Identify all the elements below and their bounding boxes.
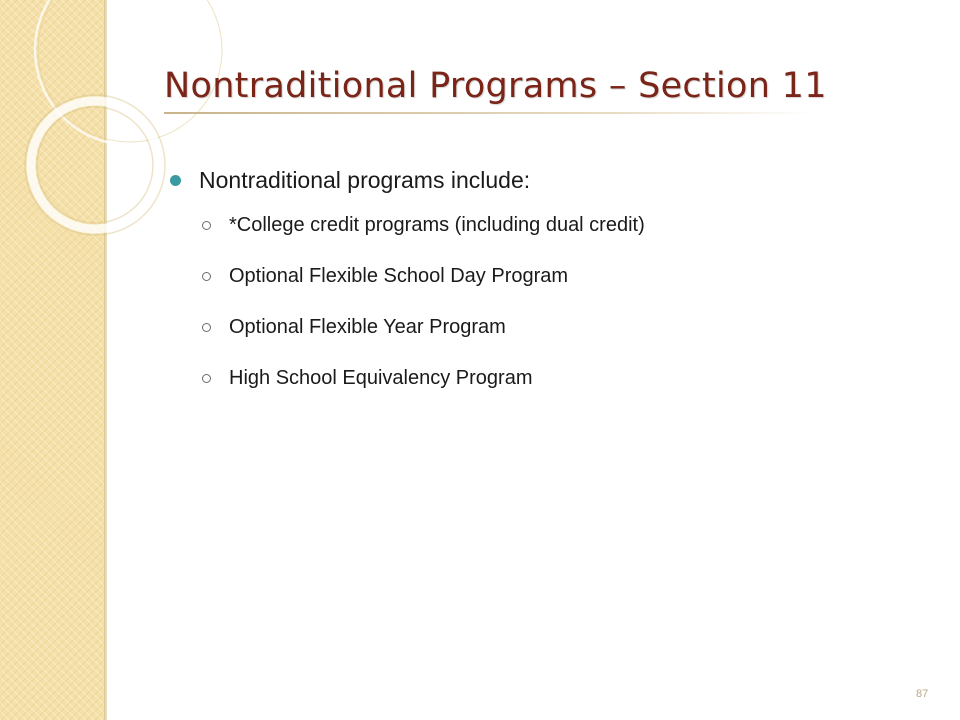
sub-bullet-ring-icon	[202, 374, 211, 383]
sub-bullet-item	[170, 353, 910, 404]
sub-bullet-item	[170, 302, 910, 353]
bullet-item	[170, 160, 910, 200]
slide-title: Nontraditional Programs – Section 11	[164, 66, 827, 106]
sub-bullet-text: *College credit programs (including dual credit)	[229, 214, 645, 236]
sub-bullet-ring-icon	[202, 272, 211, 281]
title-underline	[164, 112, 814, 114]
sub-bullet-item	[170, 200, 910, 251]
sub-bullet-text: Optional Flexible School Day Program	[229, 265, 569, 287]
sub-bullet-ring-icon	[202, 323, 211, 332]
bullet-dot-icon	[170, 175, 181, 186]
title-area	[164, 66, 904, 114]
sub-bullet-text: Optional Flexible Year Program	[229, 316, 506, 338]
bullet-text: Nontraditional programs include:	[199, 166, 531, 193]
sub-bullet-text: High School Equivalency Program	[229, 367, 533, 389]
sub-bullet-item	[170, 251, 910, 302]
page-number: 87	[916, 688, 929, 700]
sub-bullet-ring-icon	[202, 221, 211, 230]
slide-content	[170, 160, 910, 404]
